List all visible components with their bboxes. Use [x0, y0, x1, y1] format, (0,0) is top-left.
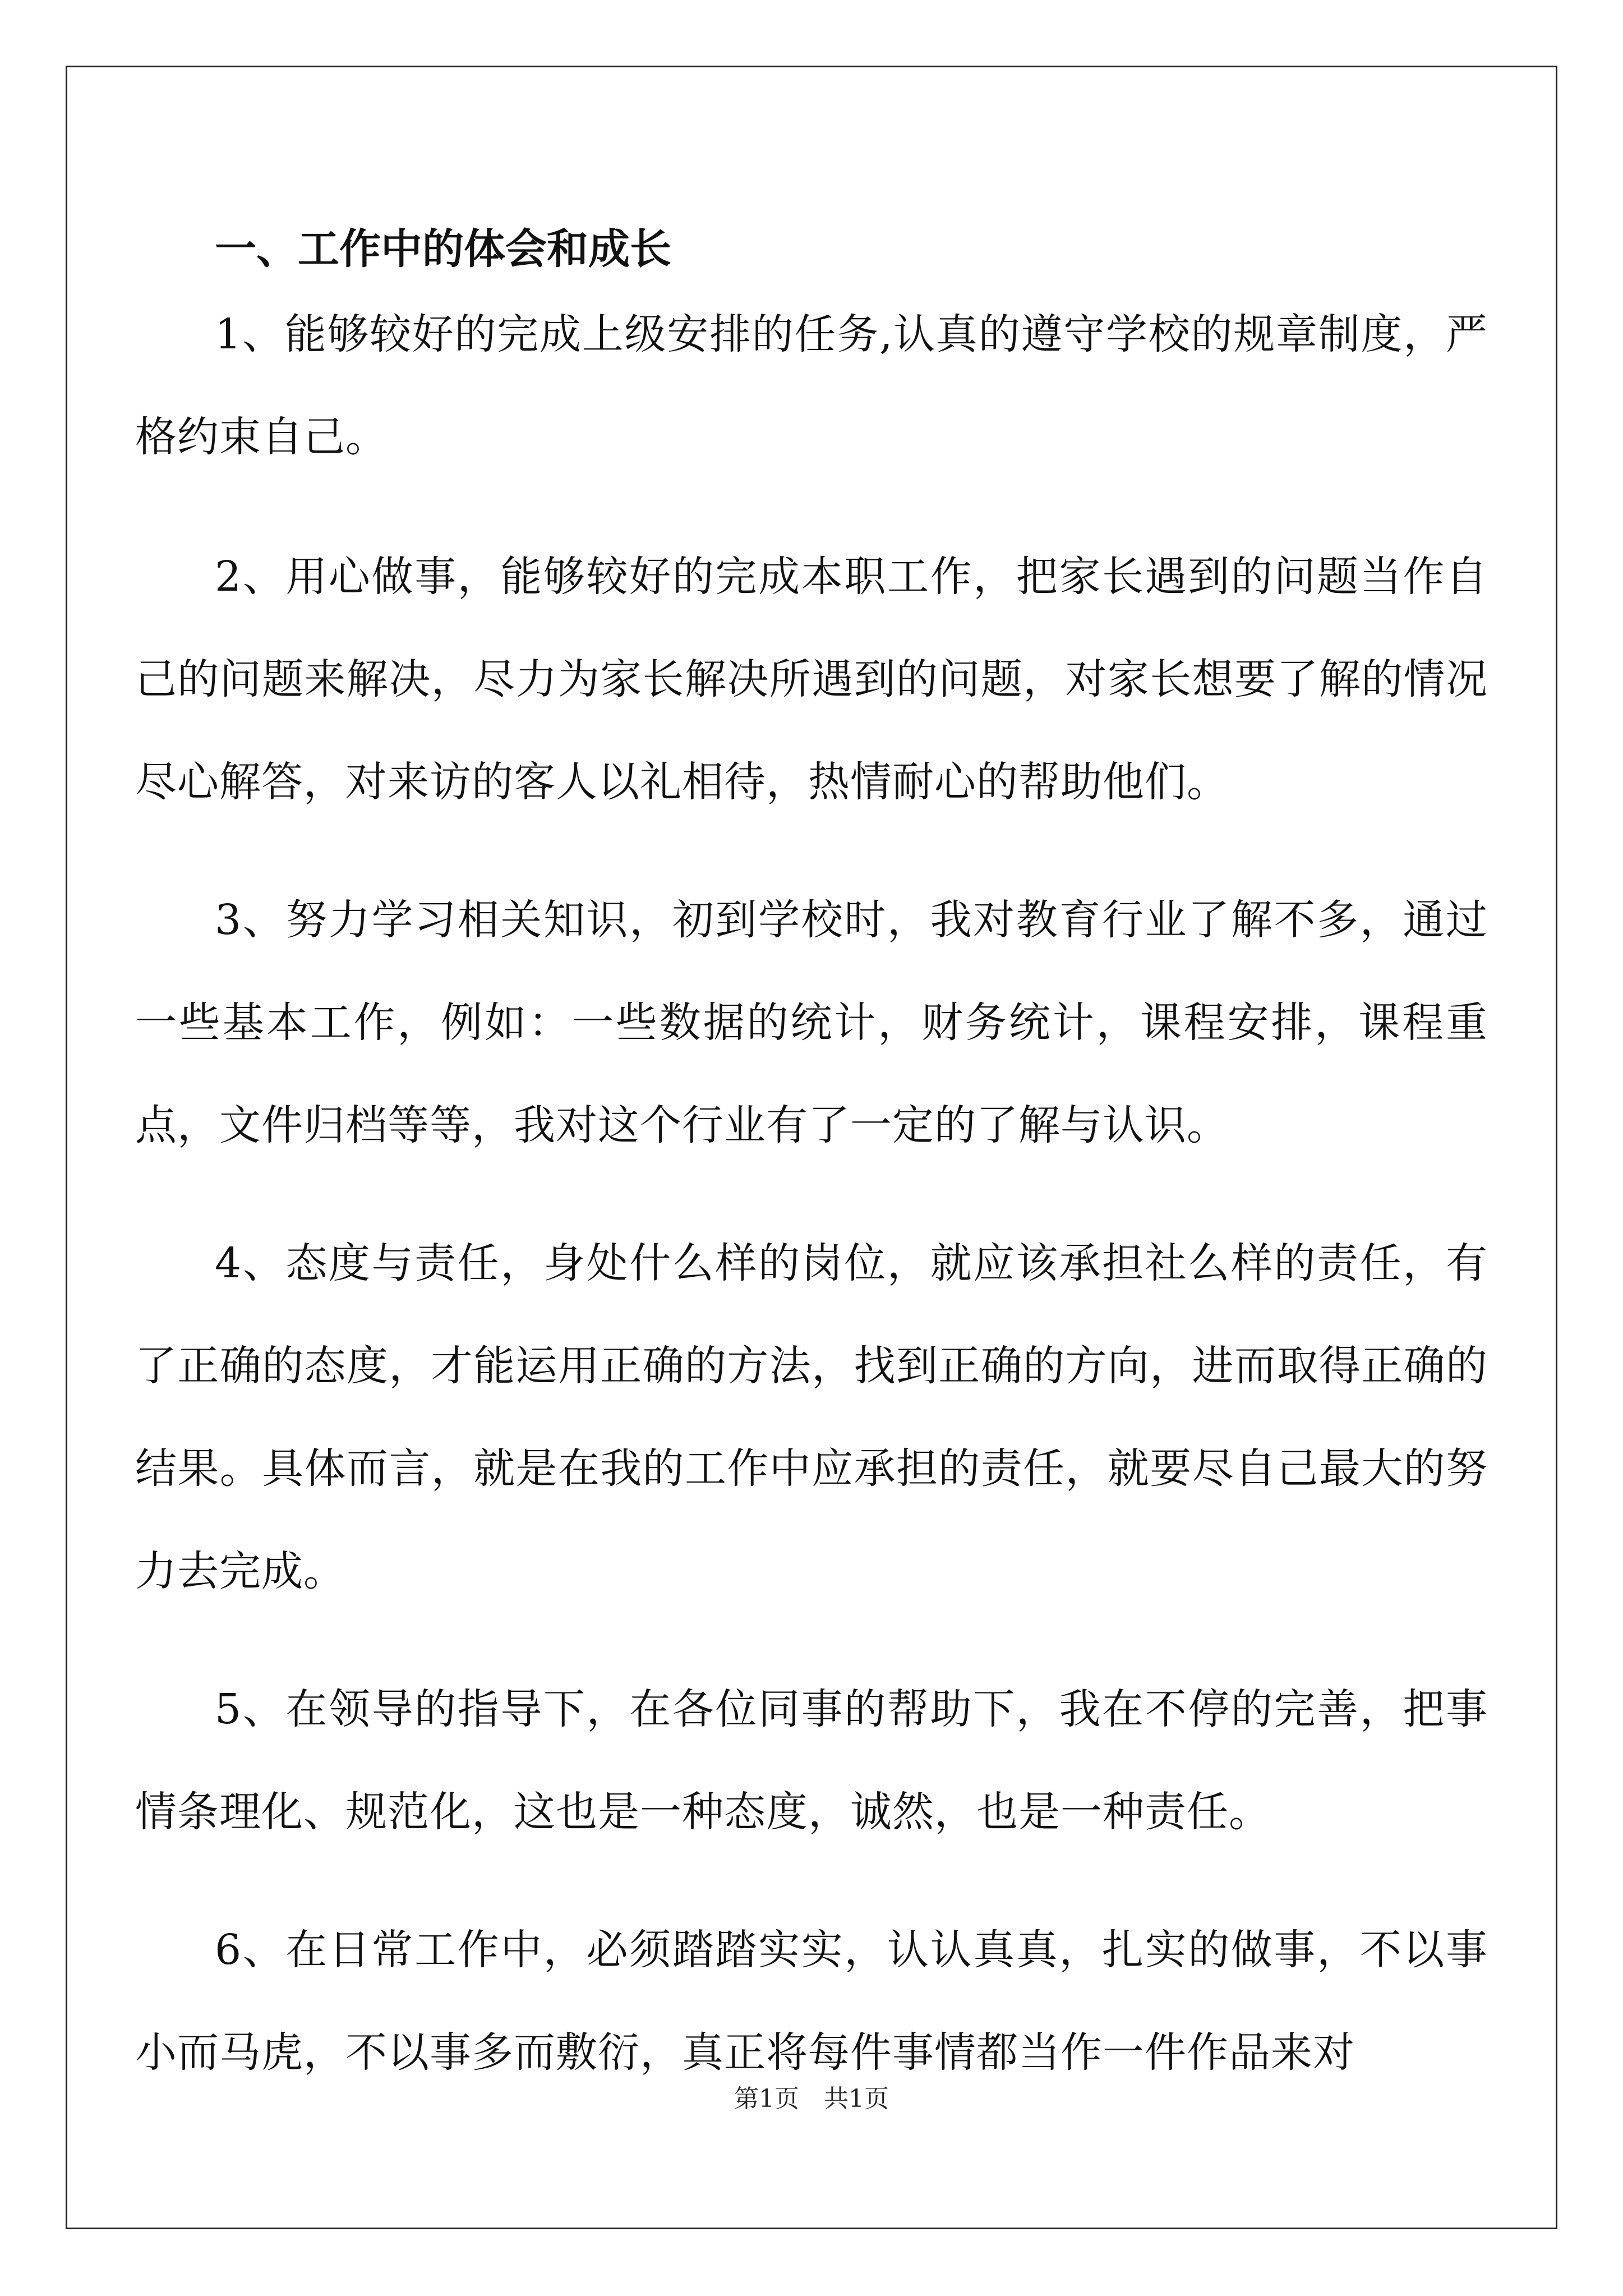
- paragraph-3: 3、努力学习相关知识，初到学校时，我对教育行业了解不多，通过一些基本工作，例如：一些数据的统计，财务统计，课程安排，课程重点，文件归档等等，我对这个行业有了一定的了解与认识。: [135, 896, 1488, 1149]
- paragraph-4: 4、态度与责任，身处什么样的岗位，就应该承担社么样的责任，有了正确的态度，才能运用正确的方法，找到正确的方向，进而取得正确的结果。具体而言，就是在我的工作中应承担的责任，就要尽自己最大的努力去完成。: [135, 1239, 1488, 1595]
- paragraph-2: 2、用心做事，能够较好的完成本职工作，把家长遇到的问题当作自己的问题来解决，尽力为家长解决所遇到的问题，对家长想要了解的情况尽心解答，对来访的客人以礼相待，热情耐心的帮助他们。: [135, 553, 1488, 806]
- page-footer: [0, 2082, 1623, 2116]
- section-heading: 一、工作中的体会和成长: [215, 225, 671, 273]
- paragraph-5: 5、在领导的指导下，在各位同事的帮助下，我在不停的完善，把事情条理化、规范化，这也是一种态度，诚然，也是一种责任。: [135, 1685, 1488, 1836]
- paragraph-1: 1、能够较好的完成上级安排的任务,认真的遵守学校的规章制度，严格约束自己。: [135, 310, 1488, 461]
- page-number: 第1页: [734, 2085, 799, 2113]
- document-body: [135, 213, 1488, 2104]
- paragraph-6: 6、在日常工作中，必须踏踏实实，认认真真，扎实的做事，不以事小而马虎，不以事多而敷衍，真正将每件事情都当作一件作品来对: [135, 1926, 1488, 2077]
- page-total: 共1页: [824, 2085, 889, 2113]
